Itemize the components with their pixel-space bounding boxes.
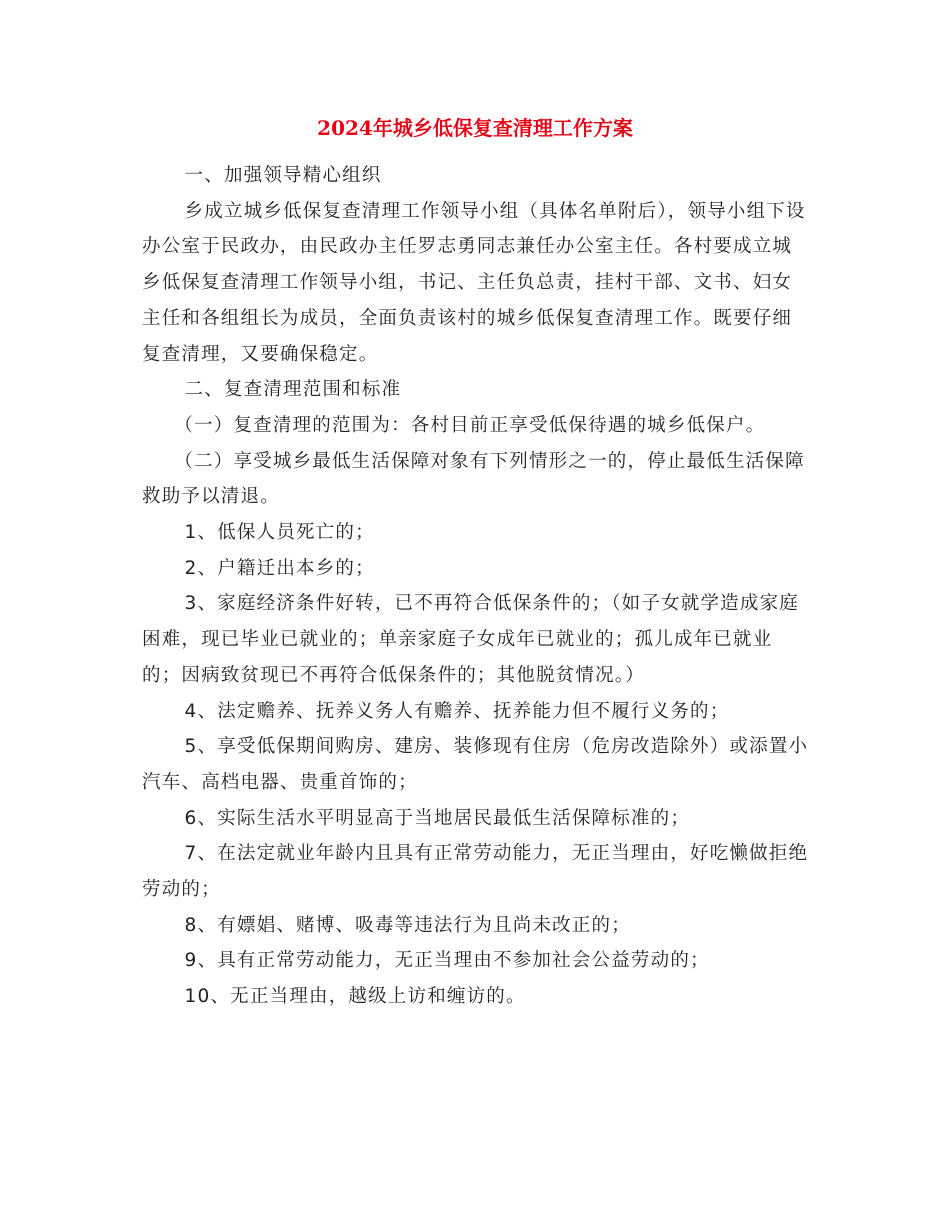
paragraph: （一）复查清理的范围为：各村目前正享受低保待遇的城乡低保户。 — [174, 414, 766, 436]
list-item: 2、户籍迁出本乡的； — [184, 557, 375, 579]
list-item: 4、法定赡养、抚养义务人有赡养、抚养能力但不履行义务的； — [184, 700, 730, 722]
list-item: 1、低保人员死亡的； — [184, 522, 375, 544]
list-item: 3、家庭经济条件好转，已不再符合低保条件的；（如子女就学造成家庭困难，现已毕业已就业的；单亲家庭子女成年已就业的；孤儿成年已就业的；因病致贫现已不再符合低保条件的；其他脱贫情况。） — [142, 593, 799, 686]
list-item: 10、无正当理由，越级上访和缠访的。 — [184, 986, 526, 1008]
document-body — [142, 158, 810, 1015]
paragraph: （二）享受城乡最低生活保障对象有下列情形之一的，停止最低生活保障救助予以清退。 — [142, 450, 805, 508]
section-heading: 二、复查清理范围和标准 — [184, 379, 402, 401]
section-heading: 一、加强领导精心组织 — [184, 165, 382, 186]
list-item: 9、具有正常劳动能力，无正当理由不参加社会公益劳动的； — [184, 950, 710, 972]
list-item: 5、享受低保期间购房、建房、装修现有住房（危房改造除外）或添置小汽车、高档电器、贵重首饰的； — [142, 736, 809, 793]
list-item: 7、在法定就业年龄内且具有正常劳动能力，无正当理由，好吃懒做拒绝劳动的； — [142, 843, 809, 901]
list-item: 8、有嫖娼、赌博、吸毒等违法行为且尚未改正的； — [184, 914, 631, 936]
document-title: 2024年城乡低保复查清理工作方案 — [317, 116, 633, 140]
paragraph: 乡成立城乡低保复查清理工作领导小组（具体名单附后），领导小组下设办公室于民政办，由民政办主任罗志勇同志兼任办公室主任。各村要成立城乡低保复查清理工作领导小组，书记、主任负总责，挂村干部、文书、妇女主任和各组组长为成员，全面负责该村的城乡低保复查清理工作。既要仔细复查清理，又要确保稳定。 — [142, 200, 806, 365]
list-item: 6、实际生活水平明显高于当地居民最低生活保障标准的； — [184, 807, 691, 829]
